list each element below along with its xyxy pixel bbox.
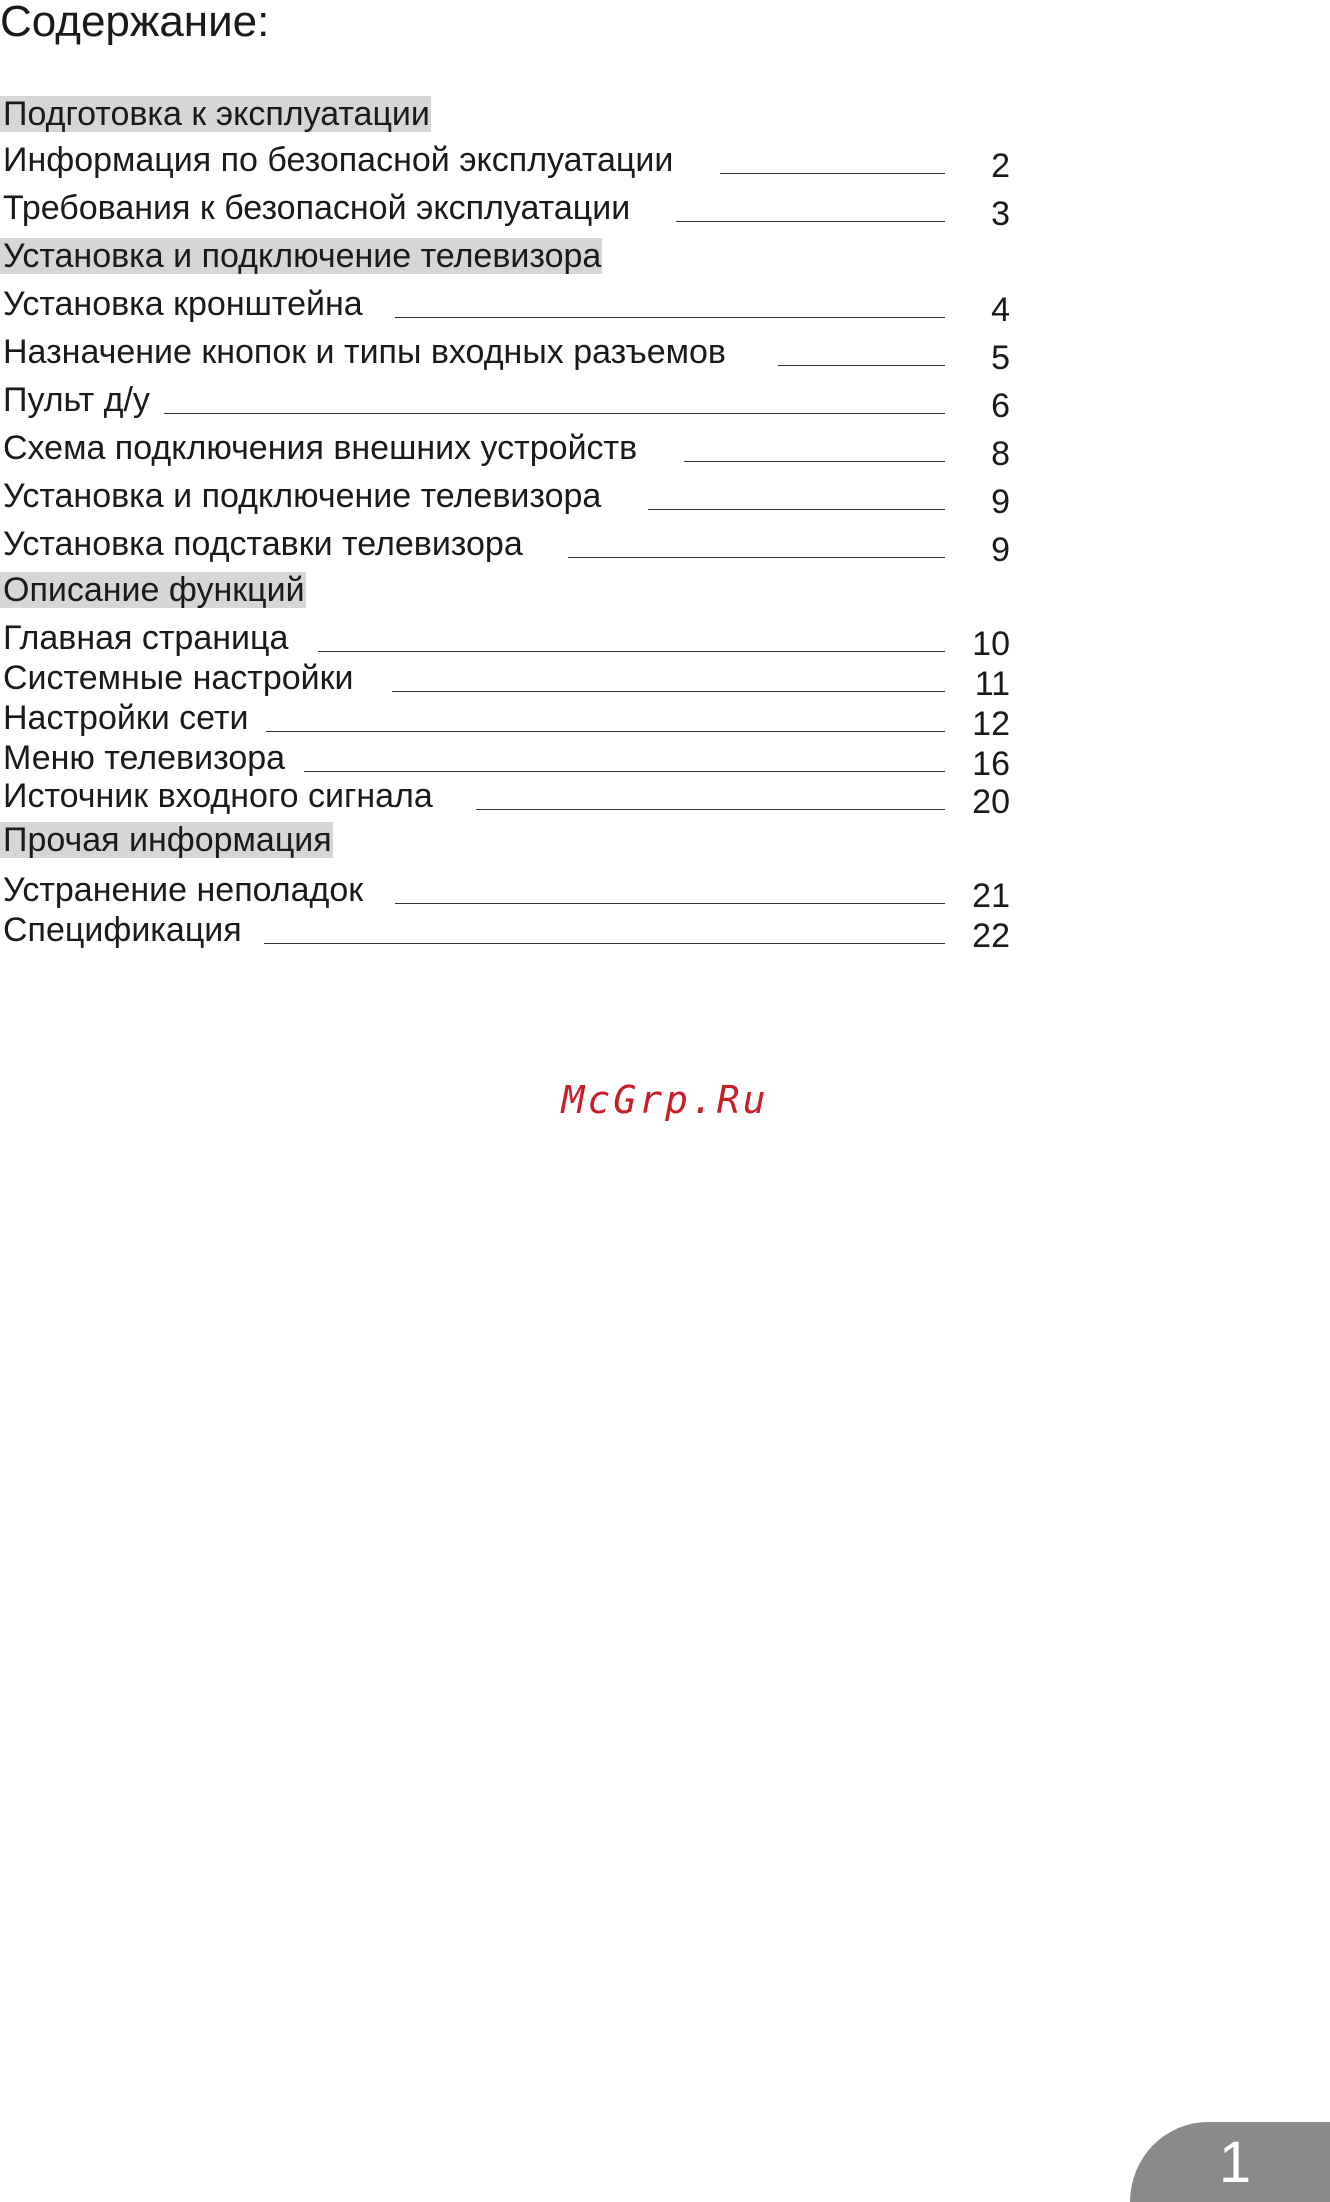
table-of-contents [0,0,1330,1000]
toc-entry-page: 2 [991,147,1010,185]
dot-leader [684,461,945,462]
toc-entry-label: Установка кронштейна [3,286,369,322]
toc-entry-page: 21 [972,877,1010,915]
toc-entry-stand[interactable] [0,525,1010,569]
section-heading-other: Прочая информация [0,822,333,858]
dot-leader [164,413,945,414]
toc-entry-page: 6 [991,387,1010,425]
toc-entry-safety-requirements[interactable] [0,189,1010,233]
dot-leader [648,509,945,510]
toc-entry-page: 12 [972,705,1010,743]
toc-entry-label: Спецификация [3,912,248,948]
toc-entry-specification[interactable] [0,911,1010,955]
section-heading-functions: Описание функций [0,572,306,608]
dot-leader [395,317,945,318]
toc-entry-page: 20 [972,783,1010,821]
toc-entry-page: 16 [972,745,1010,783]
toc-entry-tv-installation[interactable] [0,477,1010,521]
page-title: Содержание: [0,0,270,46]
toc-entry-label: Установка и подключение телевизора [3,478,607,514]
toc-entry-page: 9 [991,531,1010,569]
toc-entry-label: Схема подключения внешних устройств [3,430,643,466]
toc-entry-label: Требования к безопасной эксплуатации [3,190,636,226]
toc-entry-safety-info[interactable] [0,141,1010,185]
dot-leader [395,903,945,904]
toc-entry-page: 4 [991,291,1010,329]
watermark: McGrp.Ru [561,1078,769,1122]
toc-entry-page: 22 [972,917,1010,955]
dot-leader [568,557,945,558]
toc-entry-page: 10 [972,625,1010,663]
toc-entry-bracket[interactable] [0,285,1010,329]
toc-entry-label: Меню телевизора [3,740,291,776]
toc-entry-label: Главная страница [3,620,294,656]
toc-entry-page: 3 [991,195,1010,233]
toc-entry-page: 8 [991,435,1010,473]
toc-entry-external-devices[interactable] [0,429,1010,473]
dot-leader [304,771,945,772]
toc-entry-page: 5 [991,339,1010,377]
dot-leader [778,365,945,366]
toc-entry-page: 9 [991,483,1010,521]
toc-entry-label: Системные настройки [3,660,360,696]
section-heading-installation: Установка и подключение телевизора [0,238,602,274]
dot-leader [318,651,945,652]
dot-leader [264,943,945,944]
section-heading-preparation: Подготовка к эксплуатации [0,96,431,132]
dot-leader [266,731,945,732]
toc-entry-label: Пульт д/у [3,382,156,418]
toc-entry-label: Установка подставки телевизора [3,526,529,562]
toc-entry-network-settings[interactable] [0,699,1010,743]
toc-entry-label: Настройки сети [3,700,255,736]
dot-leader [392,691,945,692]
dot-leader [476,809,945,810]
toc-entry-label: Информация по безопасной эксплуатации [3,142,679,178]
toc-entry-page: 11 [974,665,1010,703]
page-number: 1 [1218,2130,1252,2195]
dot-leader [676,221,945,222]
toc-entry-system-settings[interactable] [0,659,1010,703]
toc-entry-label: Назначение кнопок и типы входных разъемов [3,334,732,370]
toc-entry-input-source[interactable] [0,777,1010,821]
toc-entry-buttons-connectors[interactable] [0,333,1010,377]
toc-entry-troubleshooting[interactable] [0,871,1010,915]
toc-entry-label: Источник входного сигнала [3,778,439,814]
toc-entry-home[interactable] [0,619,1010,663]
dot-leader [720,173,945,174]
toc-entry-label: Устранение неполадок [3,872,369,908]
toc-entry-remote[interactable] [0,381,1010,425]
toc-entry-tv-menu[interactable] [0,739,1010,783]
